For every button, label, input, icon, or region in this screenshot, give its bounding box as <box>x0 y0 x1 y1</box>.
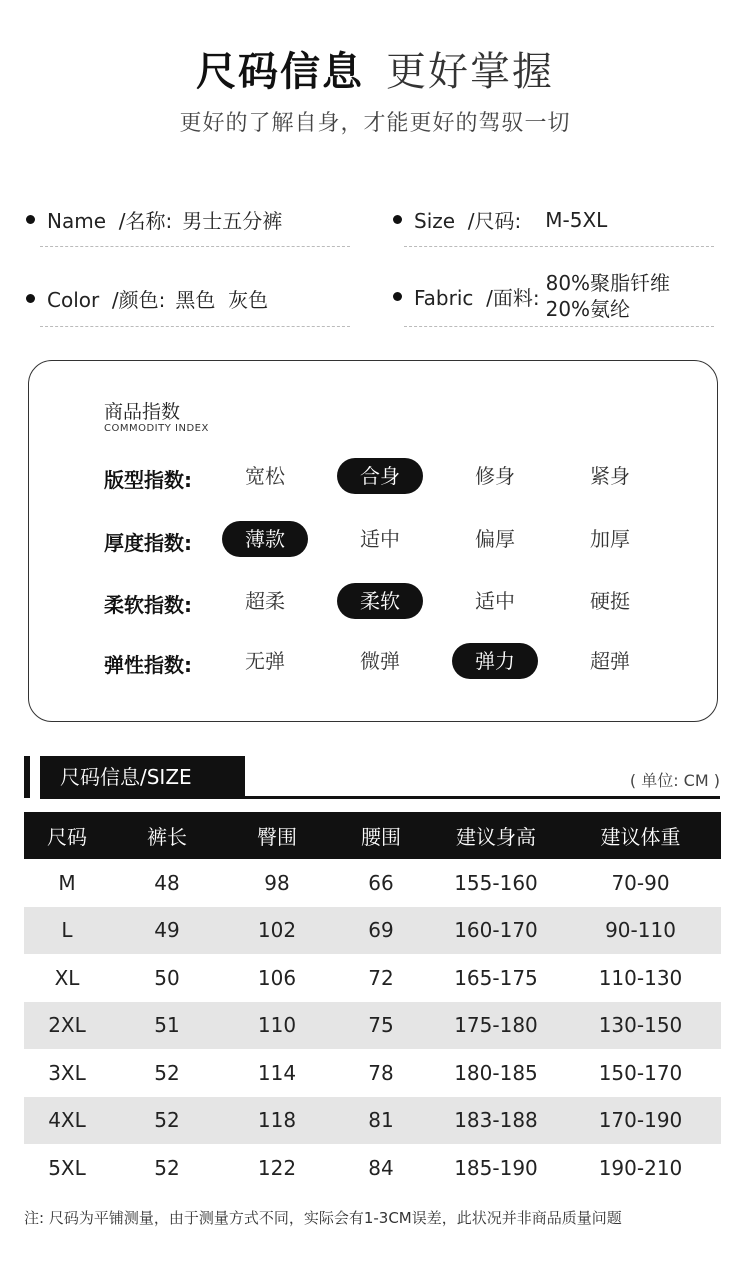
spec-value: 80%聚脂钎维 20%氨纶 <box>545 271 671 321</box>
table-cell: 122 <box>257 1155 297 1180</box>
table-cell: 118 <box>224 1097 330 1145</box>
spec-key: Size /尺码: <box>414 209 522 233</box>
index-label: 版型指数: <box>104 468 192 492</box>
index-option: 偏厚 <box>475 527 515 551</box>
spec-size <box>393 205 607 234</box>
spec-name <box>26 205 282 234</box>
table-cell: 102 <box>224 907 330 955</box>
table-cell: 66 <box>368 870 394 895</box>
table-cell: 130-150 <box>560 1002 721 1050</box>
index-label: 弹性指数: <box>104 653 192 677</box>
table-cell: 190-210 <box>598 1155 683 1180</box>
index-option: 紧身 <box>590 464 630 488</box>
bullet-icon <box>26 294 35 303</box>
column-header: 尺码 <box>24 812 110 859</box>
table-cell: 50 <box>154 965 180 990</box>
commodity-index-panel <box>28 360 718 722</box>
index-option: 适中 <box>360 527 400 551</box>
bullet-icon <box>393 215 402 224</box>
divider <box>404 326 714 327</box>
index-subtitle: COMMODITY INDEX <box>104 423 209 434</box>
index-row-elasticity <box>104 643 664 679</box>
column-header: 臀围 <box>224 812 330 859</box>
table-cell: 52 <box>110 1097 224 1145</box>
index-label: 厚度指数: <box>104 531 192 555</box>
index-option: 超柔 <box>245 589 285 613</box>
measurement-note: 注: 尺码为平铺测量，由于测量方式不同，实际会有1-3CM误差，此状况并非商品质量问题 <box>24 1209 622 1227</box>
hero-header <box>0 44 750 137</box>
table-cell: 175-180 <box>432 1002 560 1050</box>
index-row-softness <box>104 583 664 619</box>
table-row <box>24 1049 721 1097</box>
table-row <box>24 907 721 955</box>
index-row-thickness <box>104 521 664 557</box>
index-option: 微弹 <box>360 649 400 673</box>
divider <box>40 246 350 247</box>
unit-label: ( 单位: CM ) <box>629 771 720 790</box>
table-cell: XL <box>54 965 80 990</box>
column-header: 建议身高 <box>432 812 560 859</box>
index-option: 超弹 <box>590 649 630 673</box>
divider <box>40 326 350 327</box>
table-cell: 84 <box>368 1155 394 1180</box>
size-table <box>24 812 721 1192</box>
index-option-selected: 薄款 <box>222 521 308 557</box>
table-cell: 49 <box>110 907 224 955</box>
index-option-selected: 合身 <box>337 458 423 494</box>
table-cell: 185-190 <box>454 1155 538 1180</box>
table-cell: 75 <box>330 1002 432 1050</box>
table-cell: 110-130 <box>598 965 683 990</box>
table-row <box>24 1144 721 1192</box>
index-option: 适中 <box>475 589 515 613</box>
table-cell: 70-90 <box>611 870 670 895</box>
spec-fabric <box>393 270 670 322</box>
column-header: 腰围 <box>330 812 432 859</box>
index-option-selected: 弹力 <box>452 643 538 679</box>
spec-color <box>26 284 268 313</box>
table-cell: 90-110 <box>560 907 721 955</box>
spec-key: Color /颜色: <box>47 288 166 312</box>
spec-value: 黑色 灰色 <box>175 288 269 312</box>
table-cell: 98 <box>264 870 290 895</box>
index-option-selected: 柔软 <box>337 583 423 619</box>
table-row <box>24 1002 721 1050</box>
table-header-row <box>24 812 721 859</box>
table-cell: L <box>24 907 110 955</box>
table-cell: 183-188 <box>432 1097 560 1145</box>
table-cell: 160-170 <box>432 907 560 955</box>
title-bold: 尺码信息 <box>196 49 364 95</box>
table-cell: 106 <box>257 965 297 990</box>
table-cell: 51 <box>110 1002 224 1050</box>
spec-value: M-5XL <box>545 207 608 232</box>
spec-key: Fabric /面料: <box>414 285 540 310</box>
size-section-header <box>24 756 720 800</box>
table-cell: 78 <box>368 1060 394 1085</box>
table-cell: 114 <box>257 1060 297 1085</box>
table-cell: 69 <box>330 907 432 955</box>
table-row <box>24 859 721 907</box>
index-option: 宽松 <box>245 464 285 488</box>
table-cell: 52 <box>154 1060 180 1085</box>
column-header: 建议体重 <box>560 812 721 859</box>
bullet-icon <box>393 292 402 301</box>
table-cell: 165-175 <box>454 965 538 990</box>
column-header: 裤长 <box>110 812 224 859</box>
index-row-fit <box>104 458 664 494</box>
size-section-title: 尺码信息/SIZE <box>40 756 245 798</box>
bullet-icon <box>26 215 35 224</box>
table-cell: 4XL <box>24 1097 110 1145</box>
table-cell: M <box>58 870 76 895</box>
table-cell: 5XL <box>48 1155 86 1180</box>
divider <box>404 246 714 247</box>
page-title <box>0 44 750 100</box>
table-cell: 155-160 <box>454 870 538 895</box>
index-title: 商品指数 <box>104 401 181 423</box>
table-cell: 48 <box>154 870 180 895</box>
table-row <box>24 954 721 1002</box>
title-light: 更好掌握 <box>386 49 554 95</box>
index-option: 硬挺 <box>590 589 630 613</box>
table-cell: 150-170 <box>598 1060 683 1085</box>
index-option: 修身 <box>475 464 515 488</box>
table-cell: 72 <box>368 965 394 990</box>
table-cell: 81 <box>330 1097 432 1145</box>
table-row <box>24 1097 721 1145</box>
header-rule <box>40 796 720 799</box>
index-option: 加厚 <box>590 527 630 551</box>
page-subtitle: 更好的了解自身，才能更好的驾驭一切 <box>179 111 571 136</box>
header-accent-bar <box>24 756 30 798</box>
table-cell: 52 <box>154 1155 180 1180</box>
table-cell: 2XL <box>24 1002 110 1050</box>
table-cell: 3XL <box>48 1060 86 1085</box>
index-label: 柔软指数: <box>104 593 192 617</box>
table-cell: 170-190 <box>560 1097 721 1145</box>
spec-key: Name /名称: <box>47 209 173 233</box>
index-option: 无弹 <box>245 649 285 673</box>
table-cell: 110 <box>224 1002 330 1050</box>
spec-value: 男士五分裤 <box>182 209 283 233</box>
table-cell: 180-185 <box>454 1060 538 1085</box>
